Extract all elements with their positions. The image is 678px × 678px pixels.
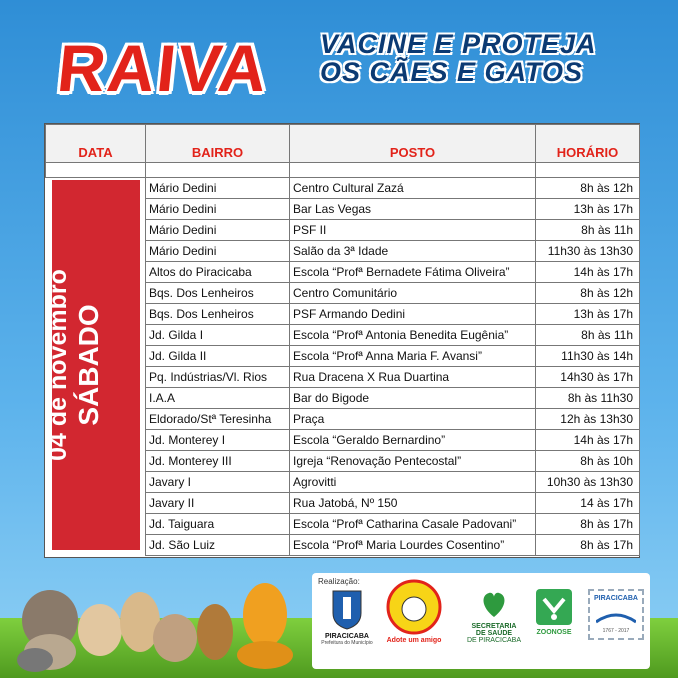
bairro-cell: Mário Dedini xyxy=(146,220,290,241)
table-spacer-row xyxy=(46,163,640,178)
col-data: DATA xyxy=(46,125,146,163)
posto-cell: Escola “Profª Antonia Benedita Eugênia” xyxy=(290,325,536,346)
bairro-cell: Javary I xyxy=(146,472,290,493)
subtitle-line1: VACINE E PROTEJA xyxy=(320,29,597,59)
bairro-cell: Jd. Gilda II xyxy=(146,346,290,367)
col-bairro: BAIRRO xyxy=(146,125,290,163)
horario-cell: 14h às 17h xyxy=(536,262,640,283)
horario-cell: 12h às 13h30 xyxy=(536,409,640,430)
piracicaba-logo: PIRACICABA Prefeitura do Município xyxy=(318,587,376,646)
city-crest-icon xyxy=(329,587,365,631)
col-posto: POSTO xyxy=(290,125,536,163)
piracicaba-stamp-logo: PIRACICABA 1767 - 2017 xyxy=(588,589,644,640)
zoonose-icon xyxy=(534,587,574,627)
horario-cell: 8h às 12h xyxy=(536,178,640,199)
subtitle-line2: OS CÃES E GATOS xyxy=(320,57,584,87)
cat-illustration-1 xyxy=(78,604,122,656)
zoonose-logo: ZOONOSE xyxy=(528,587,580,636)
posto-cell: Centro Comunitário xyxy=(290,283,536,304)
horario-cell: 14h30 às 17h xyxy=(536,367,640,388)
col-horario: HORÁRIO xyxy=(536,125,640,163)
page-subtitle xyxy=(320,30,597,86)
bairro-cell: I.A.A xyxy=(146,388,290,409)
date-label xyxy=(44,185,105,545)
bairro-cell: Bqs. Dos Lenheiros xyxy=(146,283,290,304)
horario-cell: 8h às 12h xyxy=(536,283,640,304)
posto-cell: Escola “Profª Anna Maria F. Avansi” xyxy=(290,346,536,367)
bairro-cell: Jd. Gilda I xyxy=(146,325,290,346)
dog-illustration-5 xyxy=(243,583,287,647)
bairro-cell: Jd. Monterey III xyxy=(146,451,290,472)
date-line1: 04 de novembro xyxy=(44,269,72,461)
bairro-cell: Jd. Taiguara xyxy=(146,514,290,535)
horario-cell: 13h às 17h xyxy=(536,199,640,220)
horario-cell: 14h às 17h xyxy=(536,430,640,451)
heart-leaf-icon xyxy=(479,587,509,621)
adote-logo: Adote um amigo xyxy=(384,579,444,644)
horario-cell: 8h às 11h xyxy=(536,220,640,241)
dog-illustration-4 xyxy=(197,604,233,660)
posto-cell: Salão da 3ª Idade xyxy=(290,241,536,262)
bairro-cell: Javary II xyxy=(146,493,290,514)
posto-cell: Agrovitti xyxy=(290,472,536,493)
table-header-row xyxy=(46,125,640,163)
bairro-cell: Eldorado/Stª Teresinha xyxy=(146,409,290,430)
adote-badge-icon xyxy=(386,579,442,635)
horario-cell: 8h às 11h xyxy=(536,325,640,346)
horario-cell: 8h às 17h xyxy=(536,514,640,535)
bairro-cell: Mário Dedini xyxy=(146,241,290,262)
bairro-cell: Mário Dedini xyxy=(146,178,290,199)
posto-cell: Rua Jatobá, Nº 150 xyxy=(290,493,536,514)
horario-cell: 11h30 às 13h30 xyxy=(536,241,640,262)
bairro-cell: Altos do Piracicaba xyxy=(146,262,290,283)
bairro-cell: Mário Dedini xyxy=(146,199,290,220)
posto-cell: Escola “Geraldo Bernardino” xyxy=(290,430,536,451)
posto-cell: Igreja “Renovação Pentecostal” xyxy=(290,451,536,472)
horario-cell: 8h às 17h xyxy=(536,535,640,556)
horario-cell: 13h às 17h xyxy=(536,304,640,325)
posto-cell: Bar do Bigode xyxy=(290,388,536,409)
horario-cell: 14 às 17h xyxy=(536,493,640,514)
sponsors-panel xyxy=(312,573,650,669)
horario-cell: 11h30 às 14h xyxy=(536,346,640,367)
bairro-cell: Pq. Indústrias/Vl. Rios xyxy=(146,367,290,388)
sponsors-label: Realização: xyxy=(318,577,360,586)
secretaria-saude-logo: SECRETARIA DE SAÚDE DE PIRACICABA xyxy=(458,587,530,644)
posto-cell: PSF II xyxy=(290,220,536,241)
posto-cell: PSF Armando Dedini xyxy=(290,304,536,325)
posto-cell: Praça xyxy=(290,409,536,430)
date-line2: SÁBADO xyxy=(73,304,104,426)
posto-cell: Centro Cultural Zazá xyxy=(290,178,536,199)
horario-cell: 10h30 às 13h30 xyxy=(536,472,640,493)
stamp-icon xyxy=(596,602,636,626)
dog-illustration-3 xyxy=(153,614,197,662)
posto-cell: Rua Dracena X Rua Duartina xyxy=(290,367,536,388)
bairro-cell: Jd. Monterey I xyxy=(146,430,290,451)
posto-cell: Escola “Profª Bernadete Fátima Oliveira” xyxy=(290,262,536,283)
bairro-cell: Jd. São Luiz xyxy=(146,535,290,556)
horario-cell: 8h às 10h xyxy=(536,451,640,472)
page-title: RAIVA xyxy=(54,31,273,105)
posto-cell: Escola “Profª Catharina Casale Padovani” xyxy=(290,514,536,535)
horario-cell: 8h às 11h30 xyxy=(536,388,640,409)
posto-cell: Escola “Profª Maria Lourdes Cosentino” xyxy=(290,535,536,556)
posto-cell: Bar Las Vegas xyxy=(290,199,536,220)
bairro-cell: Bqs. Dos Lenheiros xyxy=(146,304,290,325)
pets-illustration xyxy=(10,560,300,672)
